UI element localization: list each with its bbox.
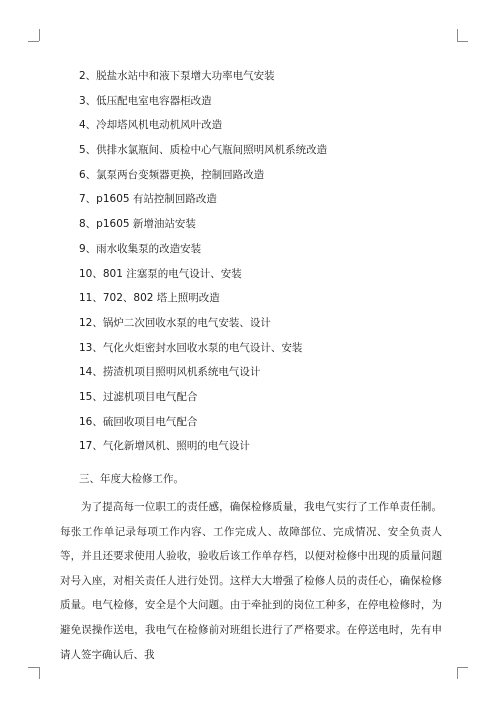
list-item: 17、气化新增风机、照明的电气设计 bbox=[79, 440, 250, 453]
list-item: 6、氯泵两台变频器更换，控制回路改造 bbox=[79, 168, 265, 181]
list-item: 16、硫回收项目电气配合 bbox=[79, 415, 198, 428]
list-item: 7、p1605 有站控制回路改造 bbox=[79, 193, 217, 206]
list-item: 13、气化火炬密封水回收水泵的电气设计、安装 bbox=[79, 341, 303, 354]
list-item: 11、702、802 塔上照明改造 bbox=[79, 292, 220, 305]
item-list bbox=[79, 64, 327, 459]
list-item: 9、雨水收集泵的改造安装 bbox=[79, 242, 202, 255]
body-paragraph: 为了提高每一位职工的责任感，确保检修质量，我电气实行了工作单责任制。每张工作单记录每项工作内容、工作完成人、故障部位、完成情况、安全负责人等，并且还要求使用人验收，验收后该工作单存档，以便对检修中出现的质量问题对号入座，对相关责任人进行处罚。这样大大增强了检修人员的责任心，确保检修质量。电气检修，安全是个大问题。由于牵扯到的岗位工种多，在停电检修时，为避免误操作送电，我电气在检修前对班组长进行了严格要求。在停送电时，先有申请人签字确认后、我 bbox=[60, 501, 442, 661]
list-item: 10、801 注塞泵的电气设计、安装 bbox=[79, 267, 242, 280]
list-item: 14、捞渣机项目照明风机系统电气设计 bbox=[79, 366, 261, 379]
list-item: 3、低压配电室电容器柜改造 bbox=[79, 94, 212, 107]
list-item: 12、锅炉二次回收水泵的电气安装、设计 bbox=[79, 316, 271, 329]
list-item: 15、过滤机项目电气配合 bbox=[79, 390, 198, 403]
section-heading: 三、年度大检修工作。 bbox=[79, 473, 184, 485]
list-item: 4、冷却塔风机电动机风叶改造 bbox=[79, 119, 223, 132]
list-item: 2、脱盐水站中和液下泵增大功率电气安装 bbox=[79, 70, 275, 82]
list-item: 8、p1605 新增油站安装 bbox=[79, 218, 196, 231]
list-item: 5、供排水氯瓶间、质检中心气瓶间照明风机系统改造 bbox=[79, 144, 328, 157]
